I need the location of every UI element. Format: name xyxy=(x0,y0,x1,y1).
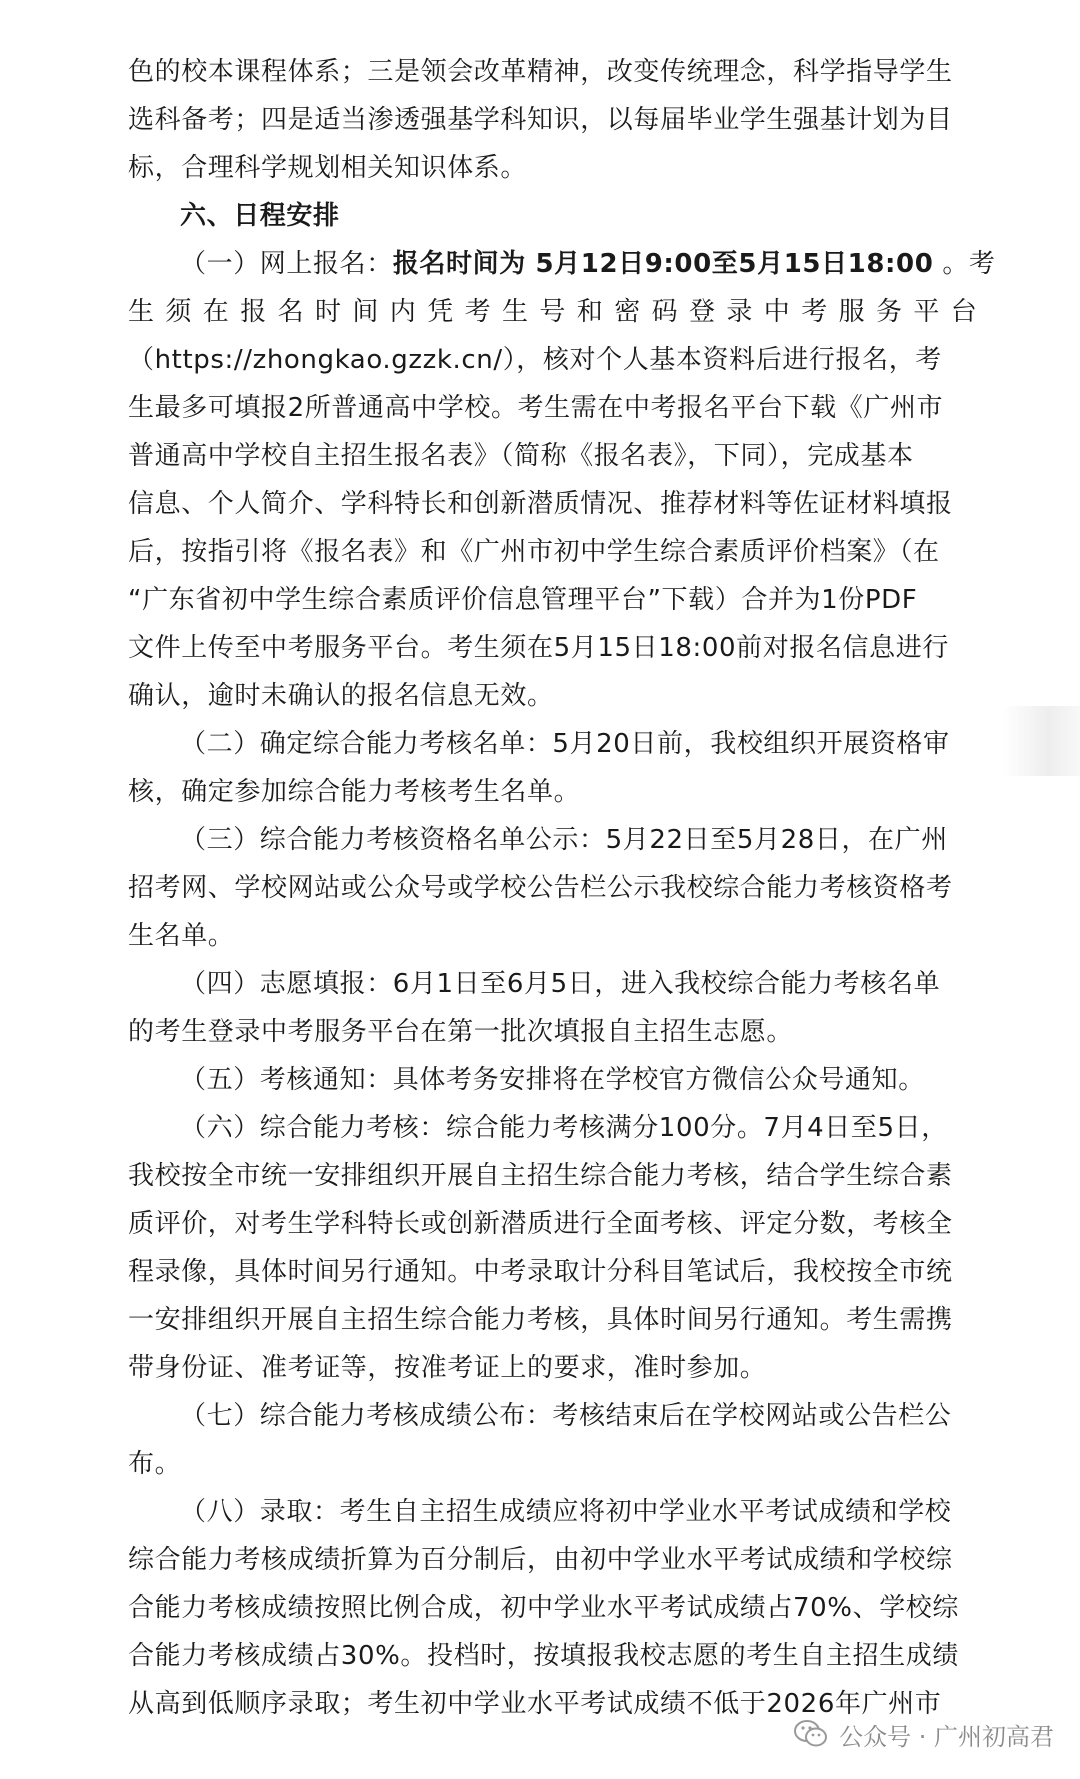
wechat-icon xyxy=(793,1718,829,1750)
text-line: 生名单。 xyxy=(128,921,235,951)
text-line: 后，按指引将《报名表》和《广州市初中学生综合素质评价档案》（在 xyxy=(128,537,940,567)
text-line: （六）综合能力考核：综合能力考核满分100分。7月4日至5日， xyxy=(180,1113,948,1143)
text-line: 程录像，具体时间另行通知。中考录取计分科目笔试后，我校按全市统 xyxy=(128,1257,953,1287)
text-line: 一安排组织开展自主招生综合能力考核，具体时间另行通知。考生需携 xyxy=(128,1305,953,1335)
text-line: 合能力考核成绩按照比例合成，初中学业水平考试成绩占70%、学校综 xyxy=(128,1593,959,1623)
text-line: 带身份证、准考证等，按准考证上的要求，准时参加。 xyxy=(128,1353,767,1383)
text-line: 我校按全市统一安排组织开展自主招生综合能力考核，结合学生综合素 xyxy=(128,1161,953,1191)
item-prefix: （一）网上报名： xyxy=(180,249,393,279)
text-line: 的考生登录中考服务平台在第一批次填报自主招生志愿。 xyxy=(128,1017,794,1047)
text-line: 质评价，对考生学科特长或创新潜质进行全面考核、评定分数，考核全 xyxy=(128,1209,953,1239)
text-line: 生须在报名时间内凭考生号和密码登录中考服务平台 xyxy=(128,297,989,327)
watermark xyxy=(793,1712,1054,1756)
text-line: （四）志愿填报：6月1日至6月5日，进入我校综合能力考核名单 xyxy=(180,969,941,999)
text-line: （七）综合能力考核成绩公布：考核结束后在学校网站或公告栏公 xyxy=(180,1401,952,1431)
section-heading: 六、日程安排 xyxy=(180,201,340,231)
text-line: （https://zhongkao.gzzk.cn/），核对个人基本资料后进行报名，考 xyxy=(128,345,942,375)
text-line: 普通高中学校自主招生报名表》（简称《报名表》，下同），完成基本 xyxy=(128,441,914,471)
text-line: 从高到低顺序录取；考生初中学业水平考试成绩不低于2026年广州市 xyxy=(128,1689,942,1719)
text-line: “广东省初中学生综合素质评价信息管理平台”下载）合并为1份PDF xyxy=(128,585,918,615)
watermark-text: 公众号 · 广州初高君 xyxy=(839,1722,1054,1751)
registration-time-highlight: 报名时间为 5月12日9:00至5月15日18:00 xyxy=(392,249,934,279)
text-line xyxy=(128,240,996,288)
text-line: 选科备考；四是适当渗透强基学科知识，以每届毕业学生强基计划为目 xyxy=(128,105,953,135)
item-suffix: 。考 xyxy=(933,249,996,279)
text-line: 色的校本课程体系；三是领会改革精神，改变传统理念，科学指导学生 xyxy=(128,57,953,87)
text-line: 布。 xyxy=(128,1449,182,1479)
text-line: 确认，逾时未确认的报名信息无效。 xyxy=(128,681,554,711)
text-line: （三）综合能力考核资格名单公示：5月22日至5月28日，在广州 xyxy=(180,825,948,855)
text-line: 核，确定参加综合能力考核考生名单。 xyxy=(128,777,581,807)
text-line: 招考网、学校网站或公众号或学校公告栏公示我校综合能力考核资格考 xyxy=(128,873,953,903)
scan-shadow xyxy=(1002,706,1080,776)
text-line: 综合能力考核成绩折算为百分制后，由初中学业水平考试成绩和学校综 xyxy=(128,1545,953,1575)
text-line: （五）考核通知：具体考务安排将在学校官方微信公众号通知。 xyxy=(180,1065,925,1095)
text-line: 合能力考核成绩占30%。投档时，按填报我校志愿的考生自主招生成绩 xyxy=(128,1641,959,1671)
text-line: 生最多可填报2所普通高中学校。考生需在中考报名平台下载《广州市 xyxy=(128,393,944,423)
text-line: 标，合理科学规划相关知识体系。 xyxy=(128,153,528,183)
text-line: 信息、个人简介、学科特长和创新潜质情况、推荐材料等佐证材料填报 xyxy=(128,489,953,519)
text-line: 文件上传至中考服务平台。考生须在5月15日18:00前对报名信息进行 xyxy=(128,633,949,663)
text-line: （二）确定综合能力考核名单：5月20日前，我校组织开展资格审 xyxy=(180,729,950,759)
document-body xyxy=(128,48,996,1728)
text-line: （八）录取：考生自主招生成绩应将初中学业水平考试成绩和学校 xyxy=(180,1497,952,1527)
